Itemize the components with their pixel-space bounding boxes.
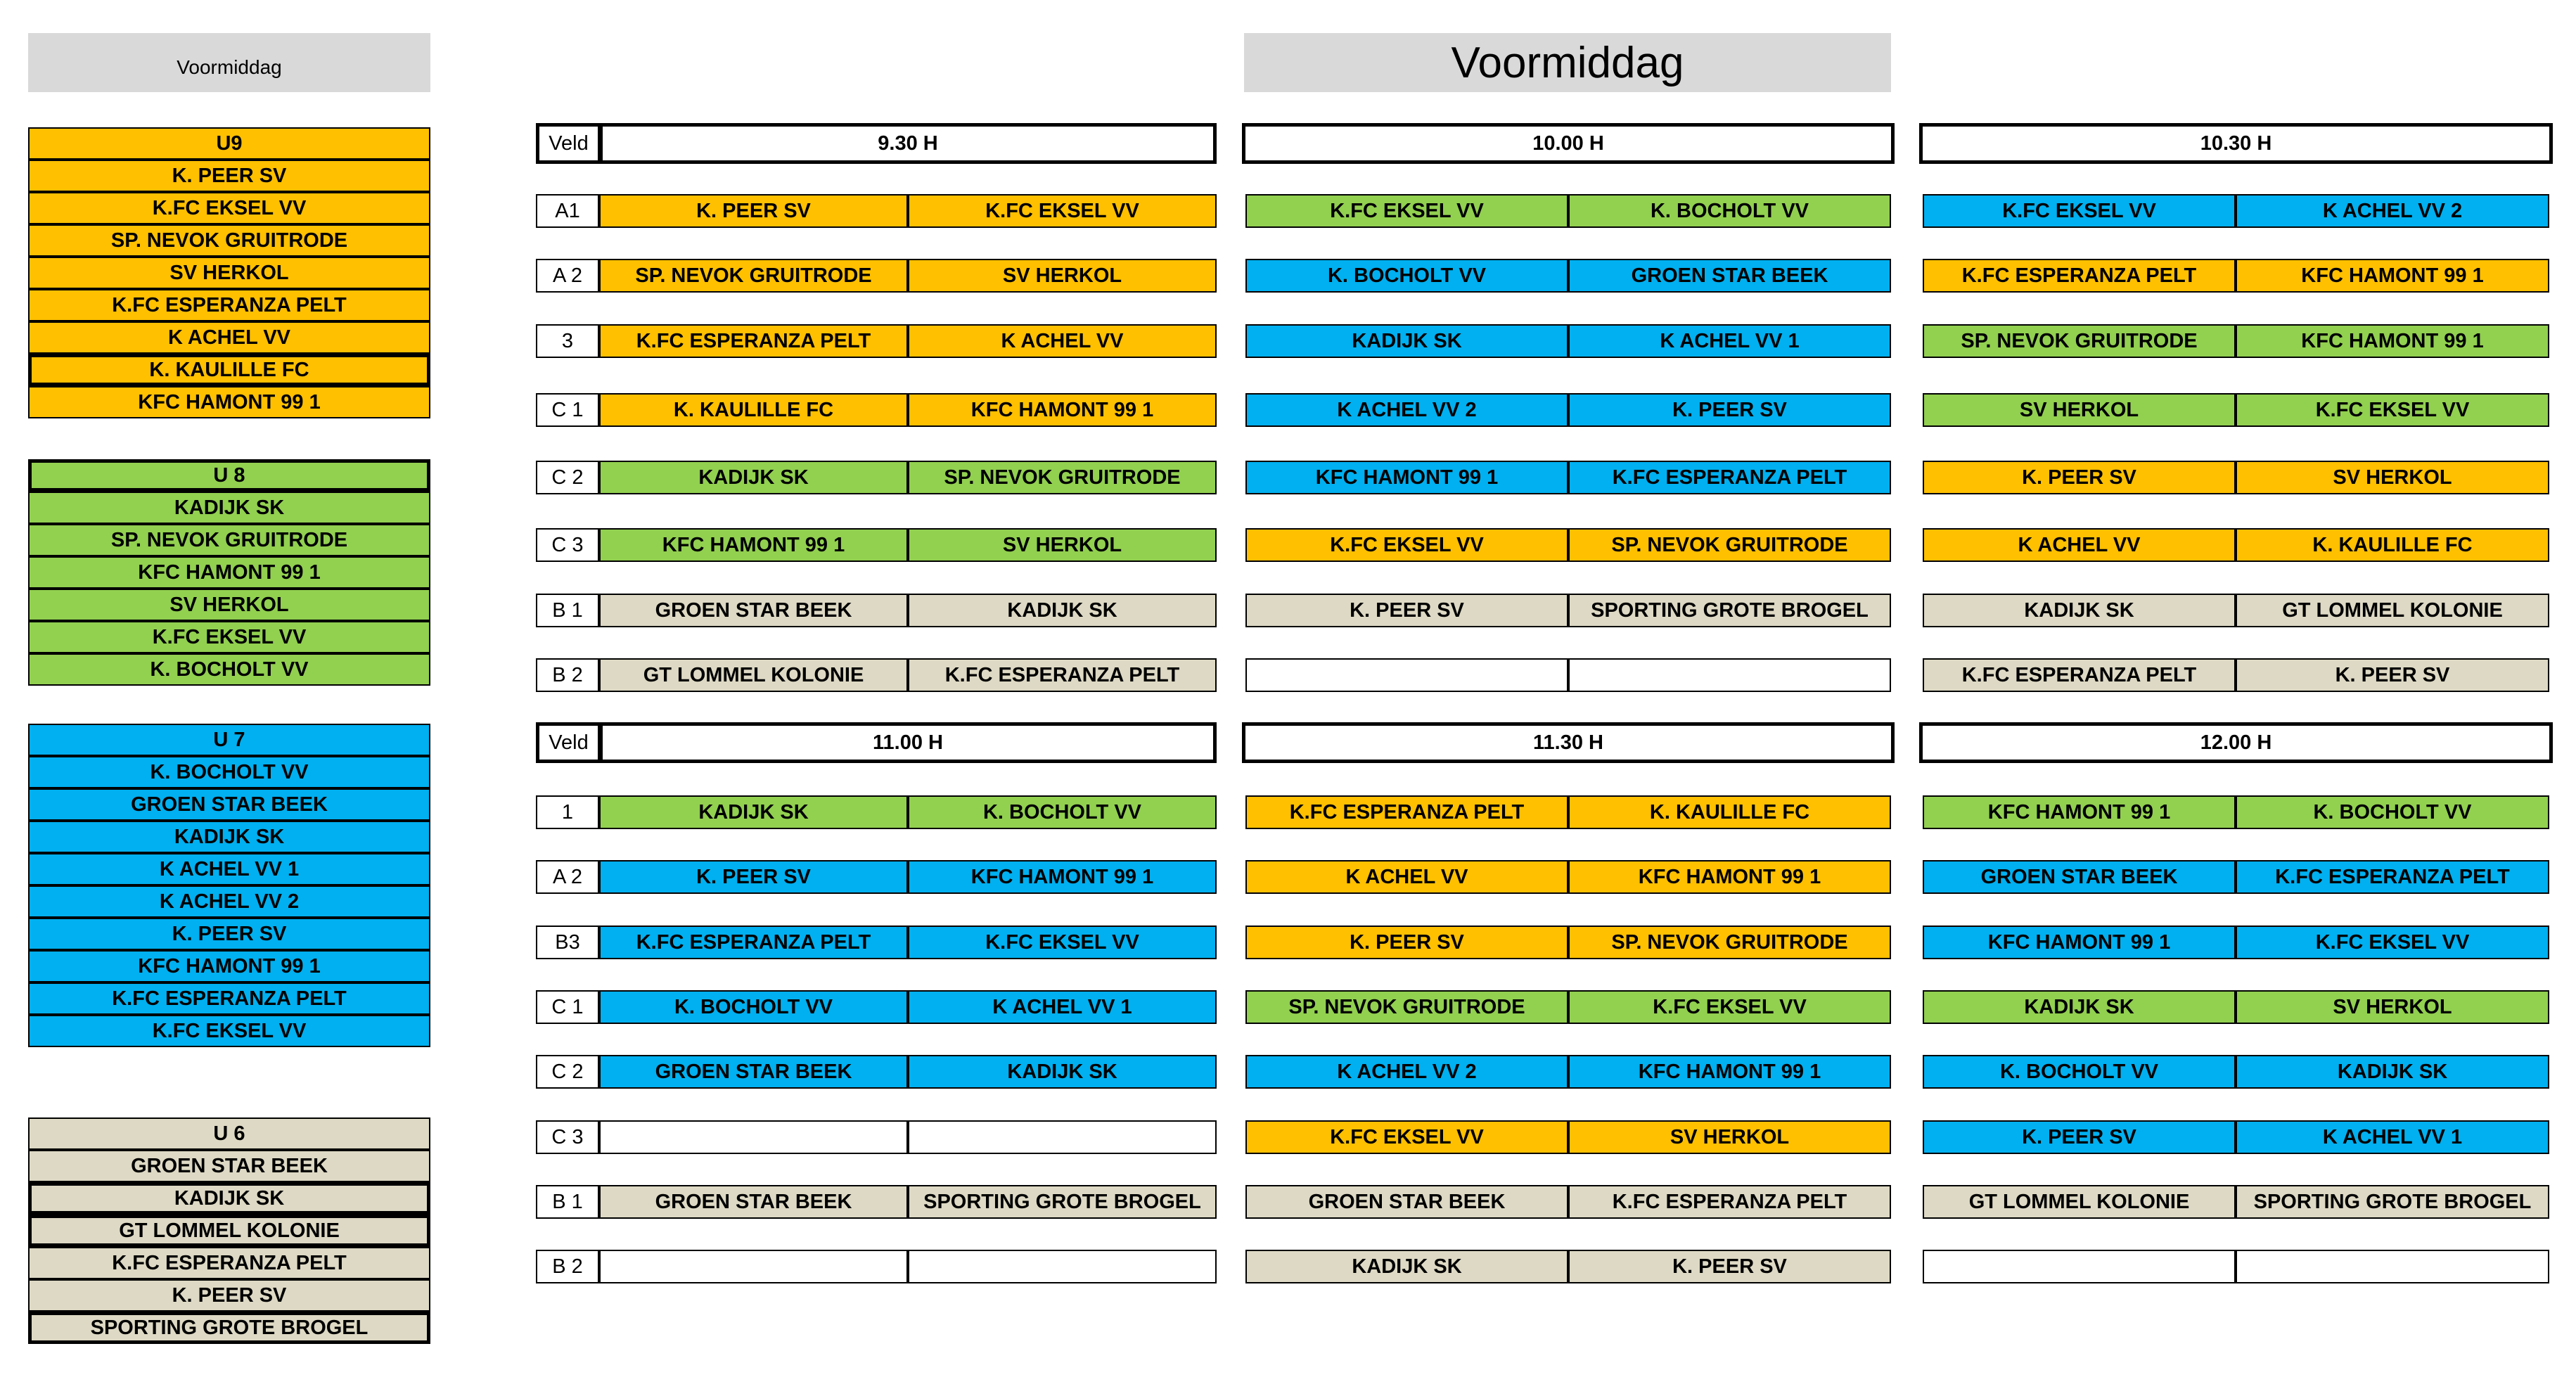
match-home-team bbox=[1923, 1250, 2236, 1283]
match-home-team bbox=[599, 1250, 908, 1283]
time-slot-header: 11.30 H bbox=[1242, 722, 1895, 763]
team-cell: KFC HAMONT 99 1 bbox=[28, 950, 430, 982]
match-away-team: K. BOCHOLT VV bbox=[2236, 795, 2549, 829]
match-away-team: K ACHEL VV 1 bbox=[2236, 1120, 2549, 1154]
match-away-team: SPORTING GROTE BROGEL bbox=[2236, 1185, 2549, 1219]
match-away-team: K.FC EKSEL VV bbox=[2236, 926, 2549, 959]
match-home-team: KFC HAMONT 99 1 bbox=[1923, 926, 2236, 959]
team-cell: K ACHEL VV 1 bbox=[28, 853, 430, 885]
field-label: B 2 bbox=[536, 1250, 599, 1283]
time-slot-header: 10.30 H bbox=[1919, 123, 2553, 164]
match-away-team: K.FC EKSEL VV bbox=[1568, 990, 1891, 1024]
match-home-team: K. PEER SV bbox=[1245, 594, 1568, 627]
team-cell: K. BOCHOLT VV bbox=[28, 756, 430, 788]
match-away-team: SP. NEVOK GRUITRODE bbox=[908, 461, 1217, 494]
match-home-team bbox=[1245, 658, 1568, 692]
match-home-team: KADIJK SK bbox=[1245, 324, 1568, 358]
team-cell: K ACHEL VV bbox=[28, 321, 430, 354]
team-cell: K.FC EKSEL VV bbox=[28, 1015, 430, 1047]
team-cell: K. PEER SV bbox=[28, 918, 430, 950]
team-cell: SV HERKOL bbox=[28, 257, 430, 289]
match-away-team: K.FC ESPERANZA PELT bbox=[1568, 461, 1891, 494]
match-home-team: K. PEER SV bbox=[599, 860, 908, 894]
team-cell: SP. NEVOK GRUITRODE bbox=[28, 524, 430, 556]
veld-label: Veld bbox=[536, 123, 599, 164]
match-home-team: GROEN STAR BEEK bbox=[599, 1185, 908, 1219]
match-home-team: SP. NEVOK GRUITRODE bbox=[1245, 990, 1568, 1024]
group-title: U 8 bbox=[28, 459, 430, 492]
match-home-team: K. BOCHOLT VV bbox=[599, 990, 908, 1024]
match-away-team: K ACHEL VV 1 bbox=[1568, 324, 1891, 358]
team-cell: KFC HAMONT 99 1 bbox=[28, 386, 430, 418]
main-section-header bbox=[1244, 33, 1891, 92]
team-cell: KADIJK SK bbox=[28, 821, 430, 853]
team-cell: K. PEER SV bbox=[28, 1279, 430, 1312]
match-away-team: K ACHEL VV 2 bbox=[2236, 194, 2549, 228]
team-cell: K.FC EKSEL VV bbox=[28, 192, 430, 224]
match-home-team: K. BOCHOLT VV bbox=[1923, 1055, 2236, 1089]
match-home-team: KADIJK SK bbox=[1923, 990, 2236, 1024]
match-away-team: SV HERKOL bbox=[2236, 461, 2549, 494]
match-away-team: KADIJK SK bbox=[908, 1055, 1217, 1089]
match-home-team: SP. NEVOK GRUITRODE bbox=[599, 259, 908, 293]
match-home-team: K.FC EKSEL VV bbox=[1245, 1120, 1568, 1154]
team-cell: GT LOMMEL KOLONIE bbox=[28, 1215, 430, 1247]
match-away-team: KFC HAMONT 99 1 bbox=[2236, 259, 2549, 293]
match-away-team: KFC HAMONT 99 1 bbox=[908, 860, 1217, 894]
field-label: C 3 bbox=[536, 528, 599, 562]
match-away-team: SPORTING GROTE BROGEL bbox=[1568, 594, 1891, 627]
match-away-team: K. BOCHOLT VV bbox=[1568, 194, 1891, 228]
veld-label: Veld bbox=[536, 722, 599, 763]
match-home-team bbox=[599, 1120, 908, 1154]
match-away-team: KFC HAMONT 99 1 bbox=[1568, 1055, 1891, 1089]
team-cell: GROEN STAR BEEK bbox=[28, 788, 430, 821]
match-home-team: K ACHEL VV 2 bbox=[1245, 393, 1568, 427]
match-away-team: SV HERKOL bbox=[908, 528, 1217, 562]
team-cell: K ACHEL VV 2 bbox=[28, 885, 430, 918]
team-cell: K.FC ESPERANZA PELT bbox=[28, 1247, 430, 1279]
match-home-team: GT LOMMEL KOLONIE bbox=[599, 658, 908, 692]
match-away-team: SPORTING GROTE BROGEL bbox=[908, 1185, 1217, 1219]
match-away-team: KFC HAMONT 99 1 bbox=[908, 393, 1217, 427]
match-away-team bbox=[908, 1120, 1217, 1154]
match-away-team: KADIJK SK bbox=[2236, 1055, 2549, 1089]
match-away-team: K. PEER SV bbox=[1568, 1250, 1891, 1283]
main-header-text: Voormiddag bbox=[1451, 38, 1684, 87]
field-label: C 1 bbox=[536, 393, 599, 427]
match-away-team: SP. NEVOK GRUITRODE bbox=[1568, 528, 1891, 562]
match-away-team: K. KAULILLE FC bbox=[2236, 528, 2549, 562]
match-away-team: K.FC ESPERANZA PELT bbox=[908, 658, 1217, 692]
field-label: C 3 bbox=[536, 1120, 599, 1154]
team-cell: K.FC ESPERANZA PELT bbox=[28, 289, 430, 321]
team-cell: GROEN STAR BEEK bbox=[28, 1150, 430, 1182]
match-away-team: K ACHEL VV bbox=[908, 324, 1217, 358]
match-home-team: K.FC ESPERANZA PELT bbox=[1923, 658, 2236, 692]
match-home-team: KADIJK SK bbox=[1245, 1250, 1568, 1283]
match-home-team: SP. NEVOK GRUITRODE bbox=[1923, 324, 2236, 358]
field-label: A 2 bbox=[536, 860, 599, 894]
field-label: A1 bbox=[536, 194, 599, 228]
match-home-team: KADIJK SK bbox=[599, 795, 908, 829]
match-home-team: K. BOCHOLT VV bbox=[1245, 259, 1568, 293]
match-away-team: SP. NEVOK GRUITRODE bbox=[1568, 926, 1891, 959]
group-title: U 6 bbox=[28, 1117, 430, 1150]
match-home-team: K. KAULILLE FC bbox=[599, 393, 908, 427]
match-away-team: SV HERKOL bbox=[1568, 1120, 1891, 1154]
match-away-team: K. PEER SV bbox=[2236, 658, 2549, 692]
match-away-team: K.FC ESPERANZA PELT bbox=[1568, 1185, 1891, 1219]
match-away-team: K.FC EKSEL VV bbox=[908, 194, 1217, 228]
time-slot-header: 12.00 H bbox=[1919, 722, 2553, 763]
team-cell: K. PEER SV bbox=[28, 160, 430, 192]
match-home-team: K ACHEL VV bbox=[1923, 528, 2236, 562]
group-title: U9 bbox=[28, 127, 430, 160]
match-home-team: GT LOMMEL KOLONIE bbox=[1923, 1185, 2236, 1219]
time-slot-header: 9.30 H bbox=[599, 123, 1217, 164]
match-away-team: GT LOMMEL KOLONIE bbox=[2236, 594, 2549, 627]
match-away-team: K.FC EKSEL VV bbox=[908, 926, 1217, 959]
team-cell: K. BOCHOLT VV bbox=[28, 653, 430, 686]
field-label: C 2 bbox=[536, 461, 599, 494]
match-home-team: KFC HAMONT 99 1 bbox=[1923, 795, 2236, 829]
match-away-team: KFC HAMONT 99 1 bbox=[2236, 324, 2549, 358]
group-title: U 7 bbox=[28, 724, 430, 756]
field-label: 1 bbox=[536, 795, 599, 829]
match-away-team: K. KAULILLE FC bbox=[1568, 795, 1891, 829]
match-home-team: K.FC EKSEL VV bbox=[1245, 194, 1568, 228]
match-home-team: K. PEER SV bbox=[1923, 461, 2236, 494]
match-away-team: SV HERKOL bbox=[2236, 990, 2549, 1024]
team-cell: KADIJK SK bbox=[28, 492, 430, 524]
match-home-team: K. PEER SV bbox=[599, 194, 908, 228]
team-cell: SP. NEVOK GRUITRODE bbox=[28, 224, 430, 257]
match-home-team: K.FC EKSEL VV bbox=[1245, 528, 1568, 562]
field-label: C 2 bbox=[536, 1055, 599, 1089]
match-away-team bbox=[908, 1250, 1217, 1283]
match-home-team: GROEN STAR BEEK bbox=[1245, 1185, 1568, 1219]
match-home-team: K. PEER SV bbox=[1245, 926, 1568, 959]
match-home-team: K.FC ESPERANZA PELT bbox=[599, 324, 908, 358]
match-home-team: KADIJK SK bbox=[599, 461, 908, 494]
time-slot-header: 11.00 H bbox=[599, 722, 1217, 763]
team-cell: K. KAULILLE FC bbox=[28, 354, 430, 386]
match-away-team bbox=[2236, 1250, 2549, 1283]
match-home-team: KFC HAMONT 99 1 bbox=[599, 528, 908, 562]
field-label: B 1 bbox=[536, 1185, 599, 1219]
match-home-team: K. PEER SV bbox=[1923, 1120, 2236, 1154]
match-home-team: K.FC ESPERANZA PELT bbox=[1245, 795, 1568, 829]
match-away-team: K ACHEL VV 1 bbox=[908, 990, 1217, 1024]
match-home-team: K.FC EKSEL VV bbox=[1923, 194, 2236, 228]
match-home-team: KADIJK SK bbox=[1923, 594, 2236, 627]
match-home-team: K.FC ESPERANZA PELT bbox=[1923, 259, 2236, 293]
field-label: B 2 bbox=[536, 658, 599, 692]
team-cell: KFC HAMONT 99 1 bbox=[28, 556, 430, 589]
left-header-text: Voormiddag bbox=[177, 56, 282, 78]
match-away-team bbox=[1568, 658, 1891, 692]
field-label: A 2 bbox=[536, 259, 599, 293]
field-label: B3 bbox=[536, 926, 599, 959]
match-away-team: KFC HAMONT 99 1 bbox=[1568, 860, 1891, 894]
match-away-team: GROEN STAR BEEK bbox=[1568, 259, 1891, 293]
team-cell: SV HERKOL bbox=[28, 589, 430, 621]
match-away-team: KADIJK SK bbox=[908, 594, 1217, 627]
match-home-team: KFC HAMONT 99 1 bbox=[1245, 461, 1568, 494]
time-slot-header: 10.00 H bbox=[1242, 123, 1895, 164]
field-label: C 1 bbox=[536, 990, 599, 1024]
team-cell: KADIJK SK bbox=[28, 1182, 430, 1215]
match-home-team: SV HERKOL bbox=[1923, 393, 2236, 427]
match-home-team: K.FC ESPERANZA PELT bbox=[599, 926, 908, 959]
match-home-team: GROEN STAR BEEK bbox=[1923, 860, 2236, 894]
match-home-team: GROEN STAR BEEK bbox=[599, 594, 908, 627]
left-section-header bbox=[28, 33, 430, 92]
match-away-team: K. PEER SV bbox=[1568, 393, 1891, 427]
field-label: 3 bbox=[536, 324, 599, 358]
match-home-team: K ACHEL VV bbox=[1245, 860, 1568, 894]
team-cell: K.FC ESPERANZA PELT bbox=[28, 982, 430, 1015]
match-home-team: GROEN STAR BEEK bbox=[599, 1055, 908, 1089]
match-away-team: K.FC ESPERANZA PELT bbox=[2236, 860, 2549, 894]
match-away-team: K. BOCHOLT VV bbox=[908, 795, 1217, 829]
match-away-team: K.FC EKSEL VV bbox=[2236, 393, 2549, 427]
field-label: B 1 bbox=[536, 594, 599, 627]
team-cell: SPORTING GROTE BROGEL bbox=[28, 1312, 430, 1344]
match-home-team: K ACHEL VV 2 bbox=[1245, 1055, 1568, 1089]
match-away-team: SV HERKOL bbox=[908, 259, 1217, 293]
team-cell: K.FC EKSEL VV bbox=[28, 621, 430, 653]
